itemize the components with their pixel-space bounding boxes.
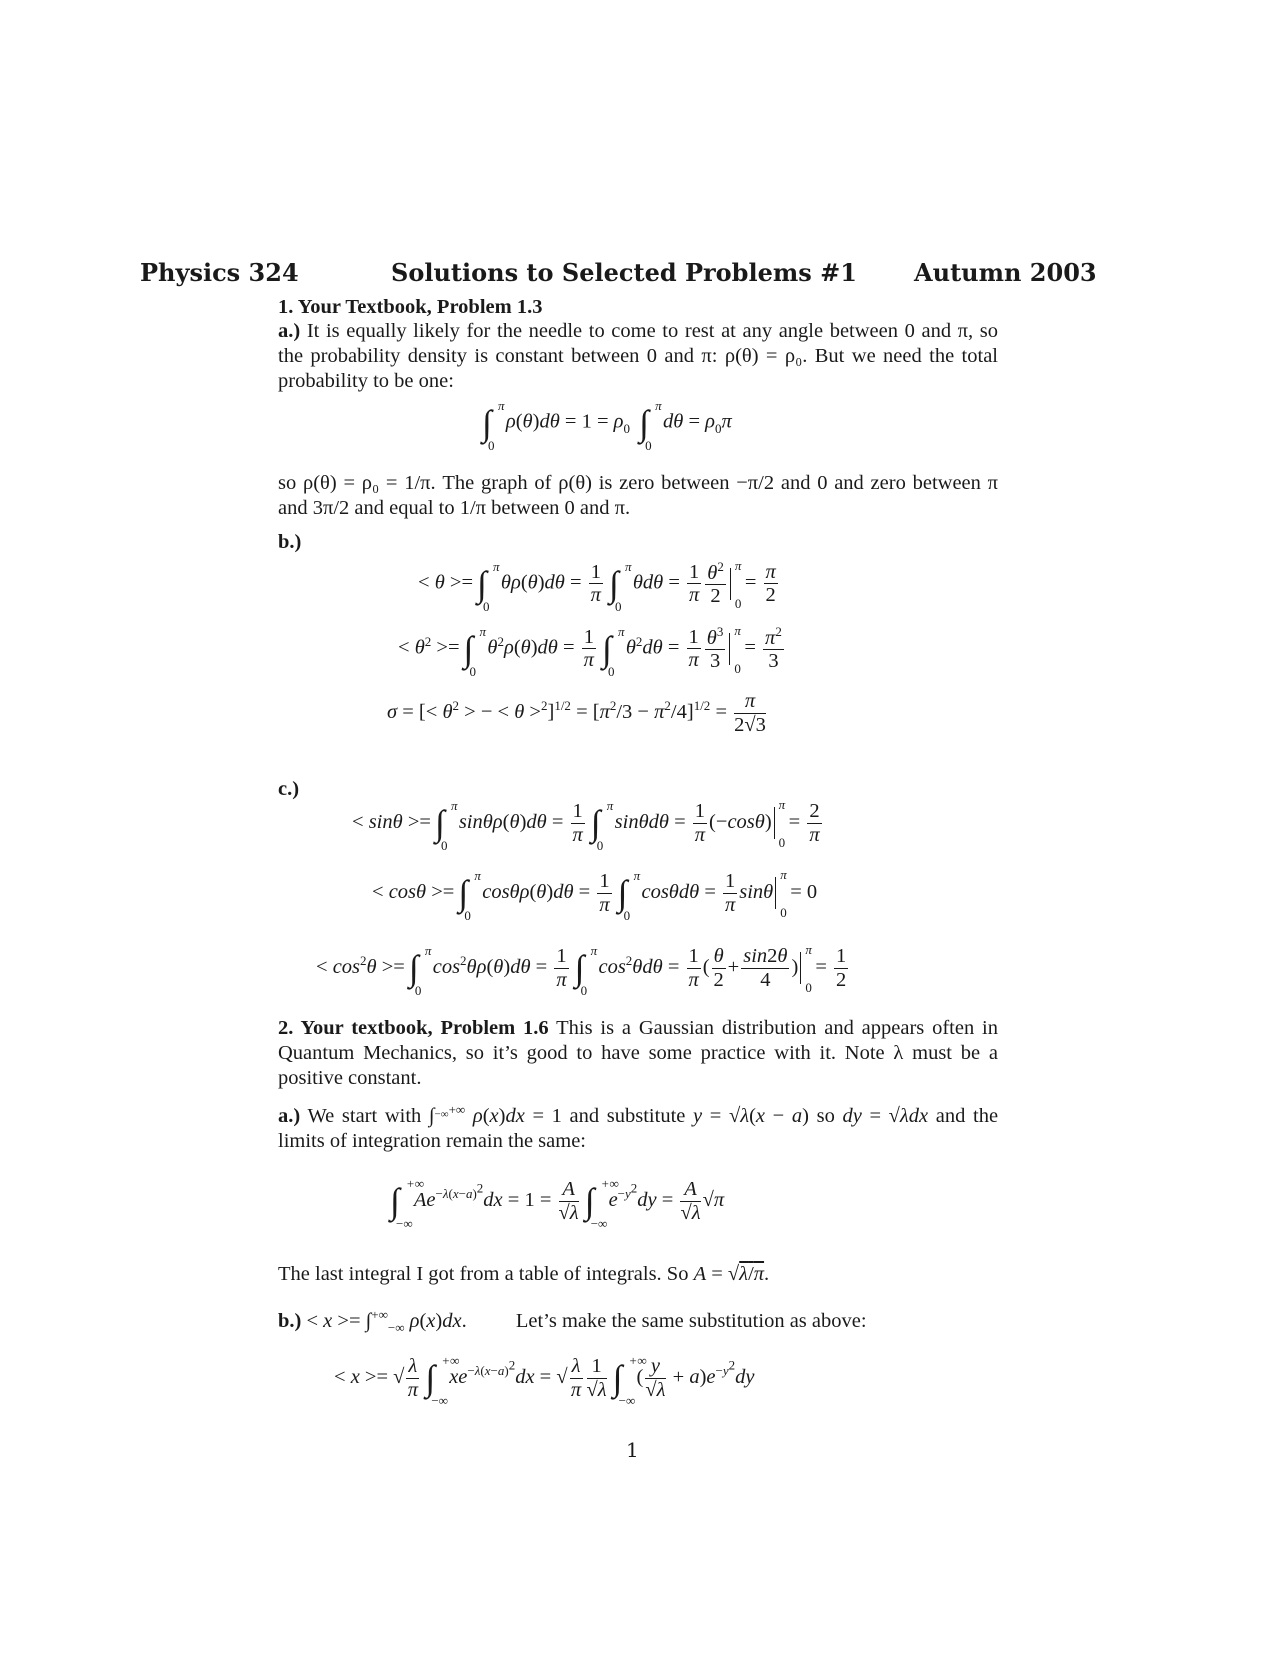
part-2a-text-2: and substitute bbox=[561, 1104, 693, 1127]
part-a-text: It is equally likely for the needle to come to rest at any angle between 0 and π, so the probability density is constant between 0 and π: ρ(θ) = ρ₀. But we need the total probability to be one: bbox=[278, 320, 998, 392]
part-2a-text-3: and the limits of integration remain the same: bbox=[278, 1104, 999, 1152]
last-integral-text: The last integral I got from a table of integrals. So bbox=[278, 1263, 694, 1285]
part-a-label: a.) bbox=[278, 320, 301, 342]
problem-2-paragraph bbox=[278, 1016, 998, 1091]
last-integral-sentence: The last integral I got from a table of integrals. So A = √λ/π. bbox=[278, 1263, 770, 1285]
problem-2a-paragraph: a.) We start with ∫−∞+∞ ρ(x)dx = 1 and substitute y = √λ(x − a) so dy = √λdx and the limits of integration remain the same: bbox=[278, 1102, 999, 1152]
problem-1a-conclusion: so ρ(θ) = ρ₀ = 1/π. The graph of ρ(θ) is zero between −π/2 and 0 and zero between π and 3π/2 and equal to 1/π between 0 and π. bbox=[278, 472, 998, 519]
course-name: Physics 324 bbox=[140, 258, 299, 287]
problem-2b-line: $b.) < x >= \int^{+\infty}_{-\infty}$ ρ(x)dx. Let’s make the same substitution as above: bbox=[278, 1307, 867, 1335]
mean-cos-equation: < cosθ >= ∫ π 0 cosθρ(θ)dθ = $\frac{1}{\pi}$ ∫ π 0 cosθdθ = $\frac{1}{\pi}$ sinθ π 0 = 0 bbox=[372, 867, 818, 924]
term: Autumn 2003 bbox=[914, 258, 1097, 287]
mean-sin-equation: < sinθ >= ∫ π 0 sinθρ(θ)dθ = $\frac{1}{\pi}$ ∫ π 0 sinθdθ = $\frac{1}{\pi}$ (−cosθ) π 0 = $\frac{2}{\pi}$ bbox=[352, 797, 820, 854]
part-2b-label: b.) bbox=[278, 1309, 302, 1332]
page-number: 1 bbox=[626, 1438, 639, 1462]
part-2a-label: a.) bbox=[278, 1104, 301, 1127]
mean-theta-squared-equation: < $\theta^2$ >= ∫ π 0 $\theta^2\rho(\theta)d\theta$ = $\frac{1}{\pi}$ ∫ π 0 $\theta^2d\theta$ = $\frac{1}{\pi}$ $\frac{\theta^3}{3}$ π 0 = $\frac{\pi^2}{3}$ bbox=[398, 622, 782, 679]
normalization-equation: ∫ π 0 $\rho(\theta)d\theta = 1 = \rho_0$ ∫ π 0 $d\theta = \rho_0\pi$ bbox=[482, 398, 732, 453]
mean-x-equation: < x >= √ $\frac{\lambda}{\pi}$ ∫ +∞ −∞ $xe^{-\lambda(x-a)^2}dx$ = √ $\frac{\lambda}{\pi}$ $\frac{1}{√\lambda}$ ∫ +∞ −∞ ( $\frac{y}{√\lambda}$ + $a)e^{-y^2}dy$ bbox=[334, 1353, 755, 1409]
problem-2-heading: 2. Your textbook, Problem 1.6 bbox=[278, 1017, 549, 1039]
part-2b-text: Let’s make the same substitution as above: bbox=[515, 1309, 867, 1332]
part-b-label: b.) bbox=[278, 531, 302, 553]
standard-deviation-equation: σ = [< $\theta^2$ > − < $\theta >^2]^{1/2} = [\pi^2/3 - \pi^2/4]^{1/2}$ = $\frac{\pi}{2√3}$ bbox=[387, 690, 766, 736]
problem-2-intro: This is a Gaussian distribution and appears often in Quantum Mechanics, so it’s good to have some practice with it. Note λ must be a positive constant. bbox=[278, 1017, 998, 1089]
part-c-label: c.) bbox=[278, 778, 300, 800]
problem-1a-paragraph bbox=[278, 319, 998, 394]
document-title: Solutions to Selected Problems #1 bbox=[391, 258, 857, 287]
gaussian-normalization-equation: ∫ +∞ −∞ $Ae^{-\lambda(x-a)^2}dx = 1$ = $\frac{A}{√\lambda}$ ∫ +∞ −∞ $e^{-y^2}dy$ = $\frac{A}{√\lambda}$ √π bbox=[390, 1176, 725, 1232]
part-2a-text-1: We start with bbox=[300, 1104, 429, 1127]
mean-cos-squared-equation: < $\cos^2\theta$ >= ∫ π 0 $\cos^2\theta\rho(\theta)d\theta$ = $\frac{1}{\pi}$ ∫ π 0 $\cos^2\theta d\theta$ = $\frac{1}{\pi}$ ( $\frac{\theta}{2}$ + $\frac{\sin 2\theta}{4}$ ) π 0 = $\frac{1}{2}$ bbox=[316, 942, 847, 999]
mean-theta-equation: < θ >= ∫ π 0 θρ(θ)dθ = $\frac{1}{\pi}$ ∫ π 0 θdθ = $\frac{1}{\pi}$ $\frac{\theta^2}{2}$ π 0 = $\frac{\pi}{2}$ bbox=[418, 557, 776, 614]
problem-1-heading: 1. Your Textbook, Problem 1.3 bbox=[278, 296, 543, 318]
